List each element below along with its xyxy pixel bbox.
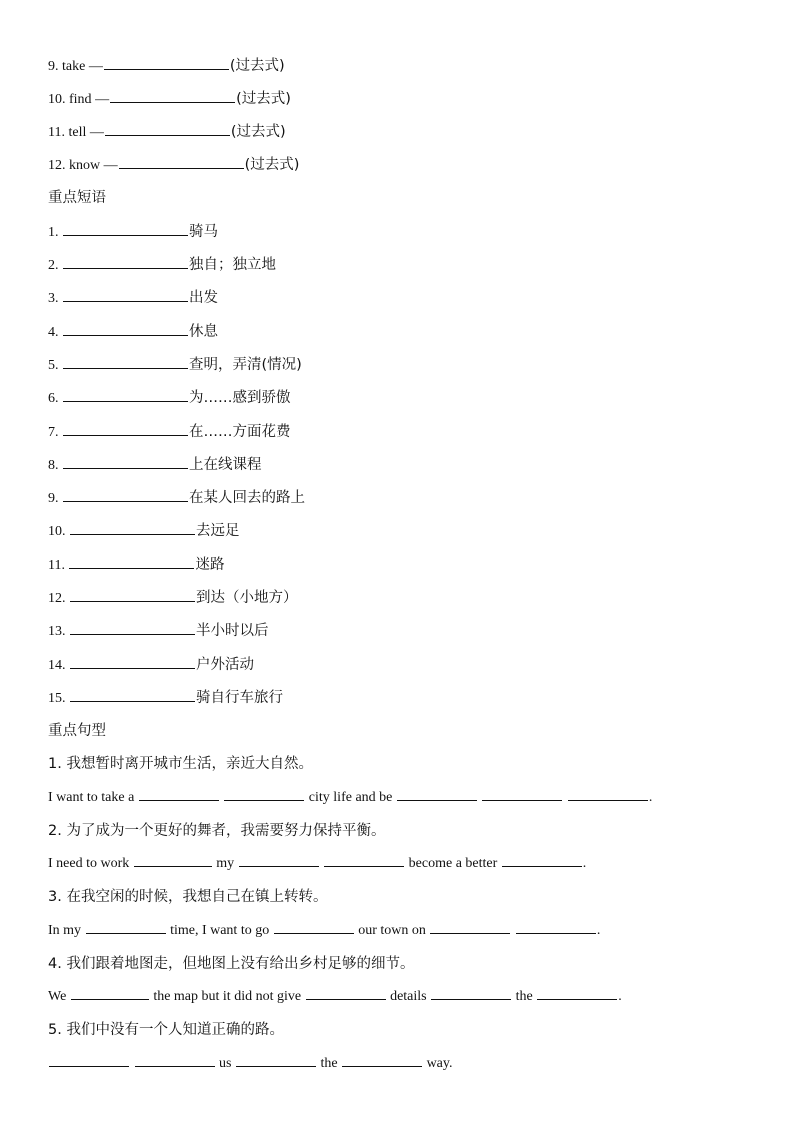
vocab-number: 11. [48,125,65,140]
phrase-number: 10. [48,524,66,539]
sentence-chinese: 我们跟着地图走，但地图上没有给出乡村足够的细节。 [66,956,415,972]
phrase-meaning: 出发 [189,290,218,306]
phrase-item-9 [48,488,305,509]
answer-blank[interactable] [397,799,477,801]
sentence-chinese: 为了成为一个更好的舞者，我需要努力保持平衡。 [66,823,386,839]
sentence-text: city life and be [308,790,393,805]
answer-blank[interactable] [70,633,195,635]
phrase-number: 14. [48,658,66,673]
phrase-item-12 [48,588,298,609]
phrase-meaning: 半小时以后 [196,623,269,639]
answer-blank[interactable] [502,865,582,867]
sentence-5-chinese [48,1020,284,1040]
answer-blank[interactable] [110,101,235,103]
phrase-meaning: 休息 [189,324,218,340]
phrase-item-2 [48,255,276,276]
phrase-meaning: 到达（小地方） [196,590,298,606]
answer-blank[interactable] [63,334,188,336]
answer-blank[interactable] [431,998,511,1000]
vocab-number: 10. [48,92,66,107]
phrase-meaning: 户外活动 [196,657,254,673]
phrase-number: 12. [48,591,66,606]
phrase-meaning: 查明，弄清(情况) [189,357,302,373]
sentence-text: We [48,989,67,1004]
phrase-number: 5. [48,358,59,373]
answer-blank[interactable] [63,400,188,402]
sentence-text: . [618,989,622,1004]
sentence-text: In my [48,923,82,938]
answer-blank[interactable] [105,134,230,136]
sentence-chinese: 我们中没有一个人知道正确的路。 [66,1022,284,1038]
sentence-text: I want to take a [48,790,135,805]
sentence-number: 3. [48,889,62,905]
phrases-heading: 重点短语 [48,190,106,206]
answer-blank[interactable] [135,1065,215,1067]
answer-blank[interactable] [63,234,188,236]
answer-blank[interactable] [63,467,188,469]
answer-blank[interactable] [86,932,166,934]
vocab-number: 9. [48,59,59,74]
answer-blank[interactable] [516,932,596,934]
answer-blank[interactable] [70,667,195,669]
sentence-number: 1. [48,756,62,772]
sentence-number: 2. [48,823,62,839]
phrase-number: 13. [48,624,66,639]
phrase-item-11 [48,555,224,576]
phrase-item-15 [48,688,283,709]
phrase-meaning: 去远足 [196,523,240,539]
phrase-number: 2. [48,258,59,273]
sentence-5-english [48,1054,452,1074]
vocab-note: (过去式) [229,58,285,74]
vocab-word: tell [68,125,87,140]
sentence-text: the [515,989,533,1004]
vocab-item-9 [48,56,285,77]
phrase-item-8 [48,455,262,476]
sentence-1-chinese [48,754,313,774]
vocab-note: (过去式) [244,157,300,173]
phrase-item-3 [48,288,218,309]
answer-blank[interactable] [134,865,212,867]
sentence-4-english [48,987,622,1007]
sentence-text: the map but it did not give [153,989,302,1004]
vocab-item-11 [48,122,286,143]
vocab-dash: — [89,125,104,140]
answer-blank[interactable] [274,932,354,934]
answer-blank[interactable] [324,865,404,867]
phrase-meaning: 骑马 [189,224,218,240]
answer-blank[interactable] [104,68,229,70]
sentence-text: become a better [408,856,498,871]
sentences-heading: 重点句型 [48,723,106,739]
vocab-word: take [62,59,86,74]
phrase-number: 11. [48,558,65,573]
answer-blank[interactable] [342,1065,422,1067]
sentence-chinese: 我想暂时离开城市生活，亲近大自然。 [66,756,313,772]
sentence-chinese: 在我空闲的时候，我想自己在镇上转转。 [66,889,328,905]
vocab-note: (过去式) [236,91,291,107]
answer-blank[interactable] [63,300,188,302]
vocab-word: find [69,92,92,107]
phrase-number: 9. [48,491,59,506]
vocab-dash: — [95,92,110,107]
sentence-number: 4. [48,956,62,972]
phrase-meaning: 迷路 [195,557,225,573]
vocab-dash: — [103,158,118,173]
phrase-item-5 [48,355,302,376]
sentence-text: our town on [358,923,426,938]
answer-blank[interactable] [224,799,304,801]
sentence-text: way. [426,1056,453,1071]
sentence-3-english [48,921,600,941]
sentence-1-english [48,788,652,808]
vocab-item-12 [48,155,299,176]
phrase-number: 6. [48,391,59,406]
vocab-dash: — [88,59,103,74]
vocab-word: know [69,158,101,173]
answer-blank[interactable] [49,1065,129,1067]
answer-blank[interactable] [119,167,244,169]
phrase-number: 4. [48,325,59,340]
sentence-4-chinese [48,954,414,974]
answer-blank[interactable] [239,865,319,867]
answer-blank[interactable] [430,932,510,934]
phrase-meaning: 为……感到骄傲 [189,390,291,406]
sentence-text: . [648,790,653,805]
phrase-item-14 [48,655,254,676]
sentence-text: details [390,989,427,1004]
answer-blank[interactable] [306,998,386,1000]
phrase-item-1 [48,222,218,243]
sentence-text: I need to work [48,856,130,871]
sentence-text: the [320,1056,338,1071]
answer-blank[interactable] [482,799,562,801]
sentence-text: . [596,923,601,938]
sentence-3-chinese [48,887,327,907]
answer-blank[interactable] [537,998,617,1000]
answer-blank[interactable] [70,600,195,602]
answer-blank[interactable] [71,998,149,1000]
answer-blank[interactable] [236,1065,316,1067]
sentence-text: us [219,1056,232,1071]
phrase-item-13 [48,621,269,642]
phrase-item-4 [48,322,218,343]
vocab-item-10 [48,89,291,110]
sentence-text: my [216,856,235,871]
phrase-meaning: 骑自行车旅行 [196,690,283,706]
answer-blank[interactable] [568,799,648,801]
answer-blank[interactable] [63,434,188,436]
phrase-meaning: 独自；独立地 [189,257,276,273]
sentence-2-english [48,854,586,874]
sentence-number: 5. [48,1022,62,1038]
phrase-number: 7. [48,425,59,440]
answer-blank[interactable] [63,267,188,269]
answer-blank[interactable] [139,799,219,801]
phrase-item-10 [48,521,240,542]
phrase-number: 8. [48,458,59,473]
answer-blank[interactable] [70,533,195,535]
phrase-meaning: 在某人回去的路上 [189,490,305,506]
phrase-item-6 [48,388,291,409]
phrase-item-7 [48,422,291,443]
phrase-number: 1. [48,225,59,240]
sentence-text: . [582,856,587,871]
vocab-note: (过去式) [230,124,286,140]
answer-blank[interactable] [70,700,195,702]
answer-blank[interactable] [63,367,188,369]
phrase-number: 3. [48,291,59,306]
phrase-meaning: 上在线课程 [189,457,262,473]
vocab-number: 12. [48,158,66,173]
phrase-meaning: 在……方面花费 [189,424,291,440]
phrase-number: 15. [48,691,66,706]
sentence-text: time, I want to go [170,923,270,938]
answer-blank[interactable] [63,500,188,502]
answer-blank[interactable] [69,567,194,569]
sentence-2-chinese [48,821,385,841]
